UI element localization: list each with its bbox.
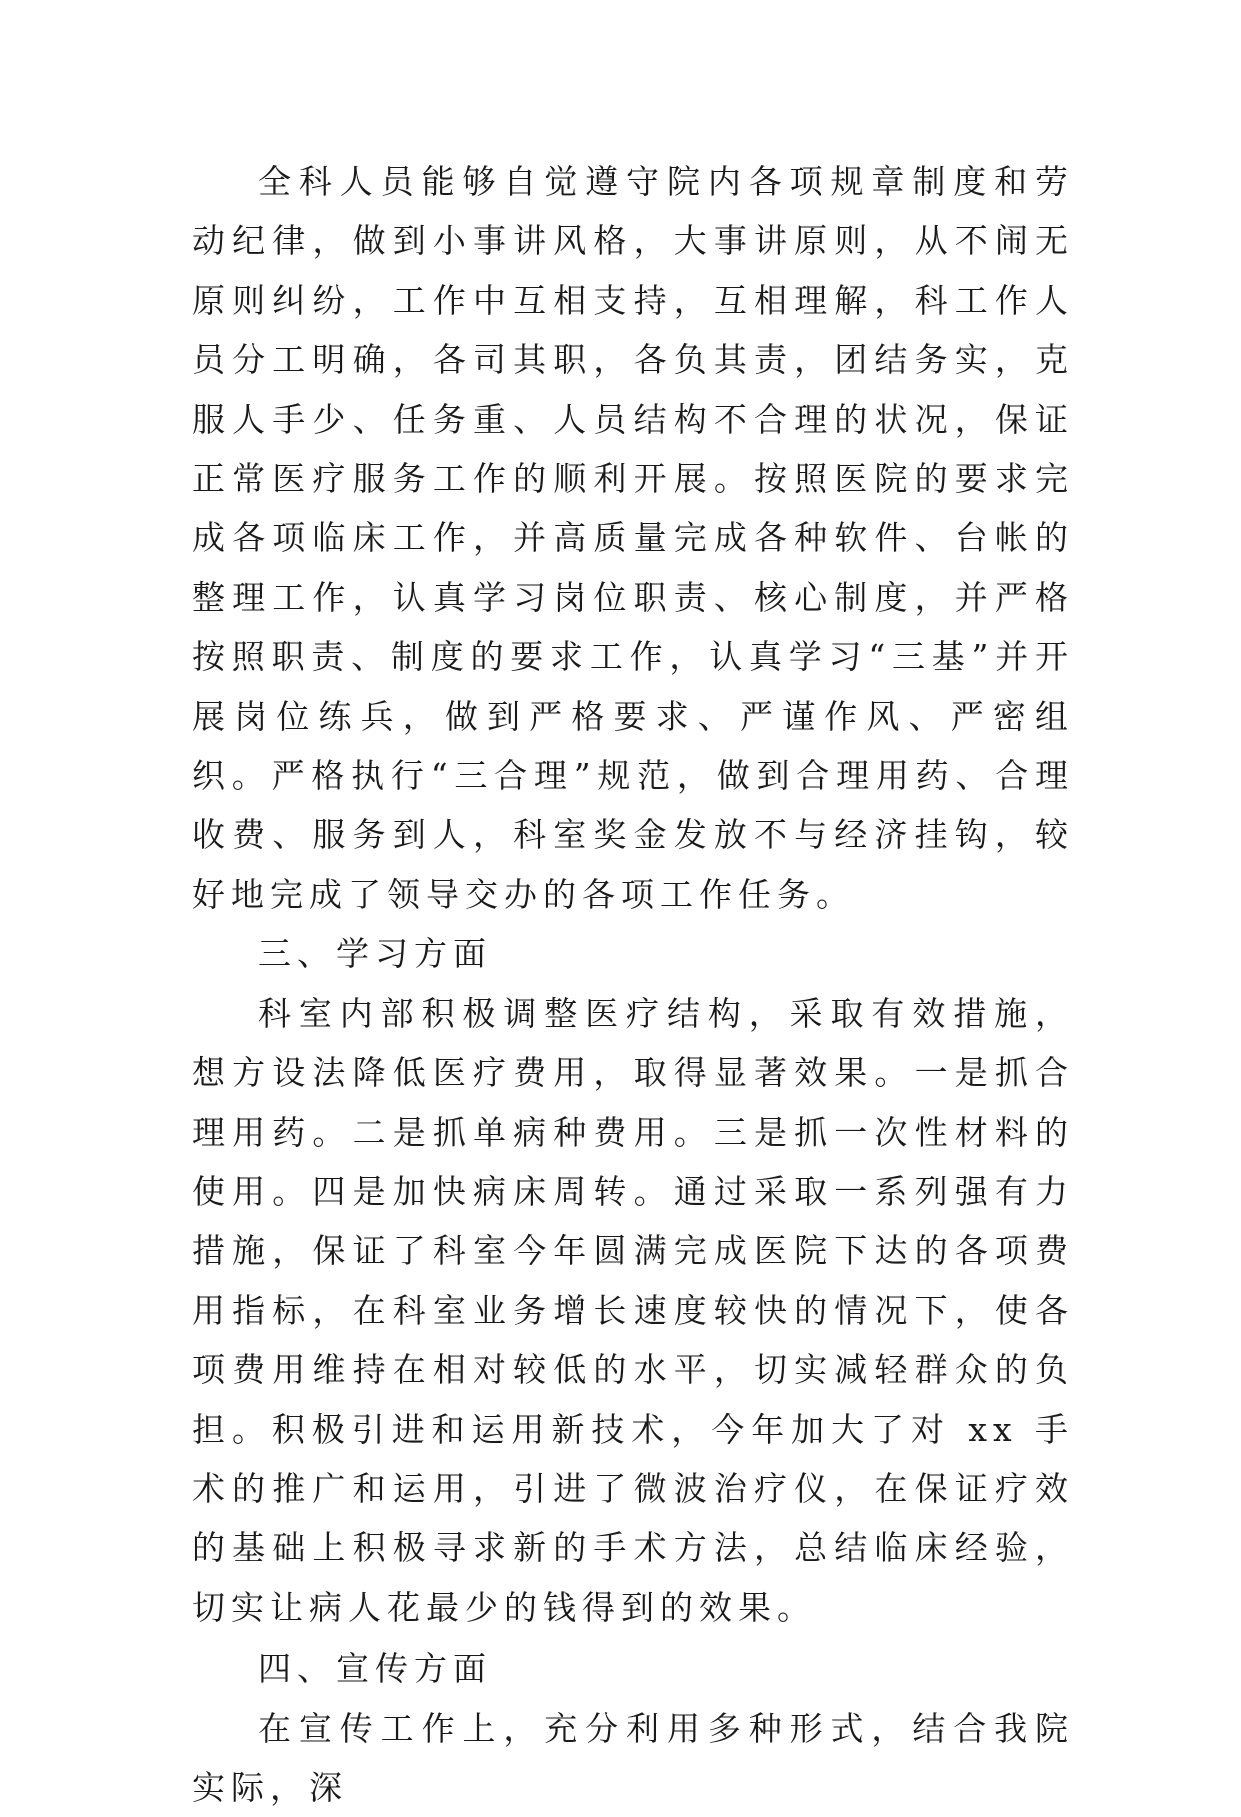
heading-learning: 三、学习方面 bbox=[258, 934, 492, 974]
paragraph-publicity: 在宣传工作上，充分利用多种形式，结合我院实际，深 bbox=[192, 1708, 1074, 1807]
heading-publicity: 四、宣传方面 bbox=[258, 1649, 492, 1689]
paragraph-discipline: 全科人员能够自觉遵守院内各项规章制度和劳动纪律，做到小事讲风格，大事讲原则，从不闹无原则纠纷，工作中互相支持，互相理解，科工作人员分工明确，各司其职，各负其责，团结务实，克服人手少、任务重、人员结构不合理的状况，保证正常医疗服务工作的顺利开展。按照医院的要求完成各项临床工作，并高质量完成各种软件、台帐的整理工作，认真学习岗位职责、核心制度，并严格按照职责、制度的要求工作，认真学习“三基”并开展岗位练兵，做到严格要求、严谨作风、严密组织。严格执行“三合理”规范，做到合理用药、合理收费、服务到人，科室奖金发放不与经济挂钩，较好地完成了领导交办的各项工作任务。 bbox=[192, 162, 1074, 914]
paragraph-learning: 科室内部积极调整医疗结构，采取有效措施，想方设法降低医疗费用，取得显著效果。一是抓合理用药。二是抓单病种费用。三是抓一次性材料的使用。四是加快病床周转。通过采取一系列强有力措施，保证了科室今年圆满完成医院下达的各项费用指标，在科室业务增长速度较快的情况下，使各项费用维持在相对较低的水平，切实减轻群众的负担。积极引进和运用新技术，今年加大了对 xx 手术的推广和运用，引进了微波治疗仪，在保证疗效的基础上积极寻求新的手术方法，总结临床经验，切实让病人花最少的钱得到的效果。 bbox=[192, 993, 1074, 1627]
document-body bbox=[192, 152, 1074, 1817]
